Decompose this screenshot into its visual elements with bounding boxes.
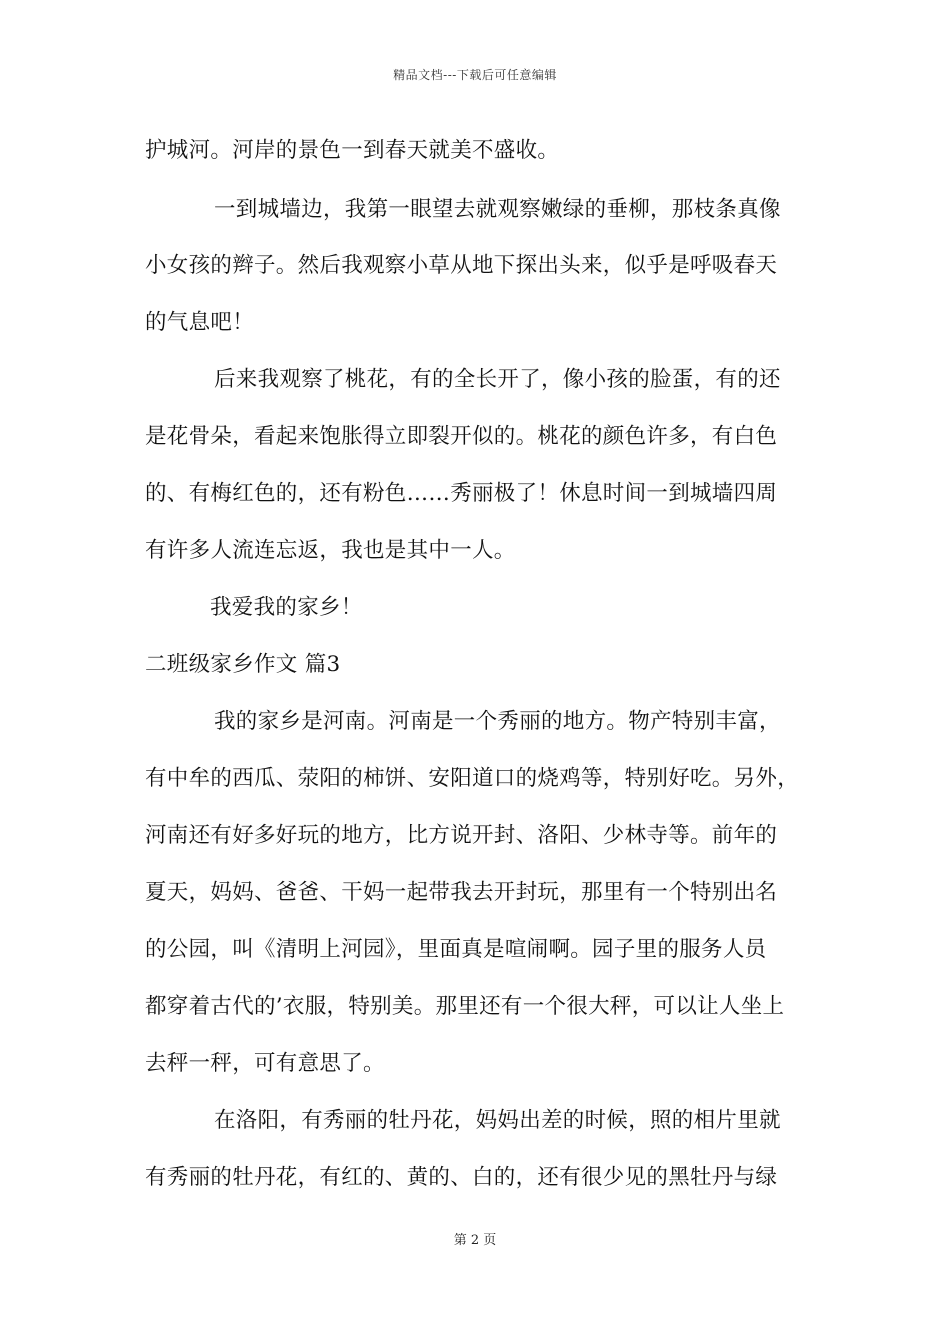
text-line-continuation: 护城河。河岸的景色一到春天就美不盛收。 [145, 138, 560, 163]
paragraph-5-line-1: 在洛阳，有秀丽的牡丹花，妈妈出差的时候，照的相片里就 [214, 1108, 781, 1133]
paragraph-4-line-6: 都穿着古代的’衣服，特别美。那里还有一个很大秤，可以让人坐上 [145, 994, 785, 1019]
paragraph-4-line-4: 夏天，妈妈、爸爸、干妈一起带我去开封玩，那里有一个特别出名 [145, 880, 778, 905]
section-heading: 二班级家乡作文 篇3 [145, 652, 341, 677]
page-header: 精品文档---下载后可任意编辑 [393, 68, 557, 82]
paragraph-1-line-2: 小女孩的辫子。然后我观察小草从地下探出头来，似乎是呼吸春天 [145, 253, 778, 278]
paragraph-5-line-2: 有秀丽的牡丹花，有红的、黄的、白的，还有很少见的黑牡丹与绿 [145, 1165, 778, 1190]
paragraph-2-line-4: 有许多人流连忘返，我也是其中一人。 [145, 538, 516, 563]
paragraph-4-line-7: 去秤一秤，可有意思了。 [145, 1051, 385, 1076]
paragraph-4-line-2: 有中牟的西瓜、荥阳的柿饼、安阳道口的烧鸡等，特别好吃。另外， [145, 766, 800, 791]
paragraph-1-line-1: 一到城墙边，我第一眼望去就观察嫩绿的垂柳，那枝条真像 [214, 197, 781, 222]
paragraph-2-line-2: 是花骨朵，看起来饱胀得立即裂开似的。桃花的颜色许多，有白色 [145, 424, 778, 449]
paragraph-3-line-1: 我爱我的家乡！ [210, 595, 363, 620]
paragraph-4-line-5: 的公园，叫《清明上河园》，里面真是喧闹啊。园子里的服务人员 [145, 937, 767, 962]
paragraph-2-line-3: 的、有梅红色的，还有粉色……秀丽极了！休息时间一到城墙四周 [145, 481, 778, 506]
paragraph-4-line-1: 我的家乡是河南。河南是一个秀丽的地方。物产特别丰富， [214, 709, 781, 734]
page-number: 第 2 页 [453, 1233, 497, 1248]
paragraph-1-line-3: 的气息吧！ [145, 310, 255, 335]
paragraph-2-line-1: 后来我观察了桃花，有的全长开了，像小孩的脸蛋，有的还 [214, 367, 781, 392]
paragraph-4-line-3: 河南还有好多好玩的地方，比方说开封、洛阳、少林寺等。前年的 [145, 823, 778, 848]
